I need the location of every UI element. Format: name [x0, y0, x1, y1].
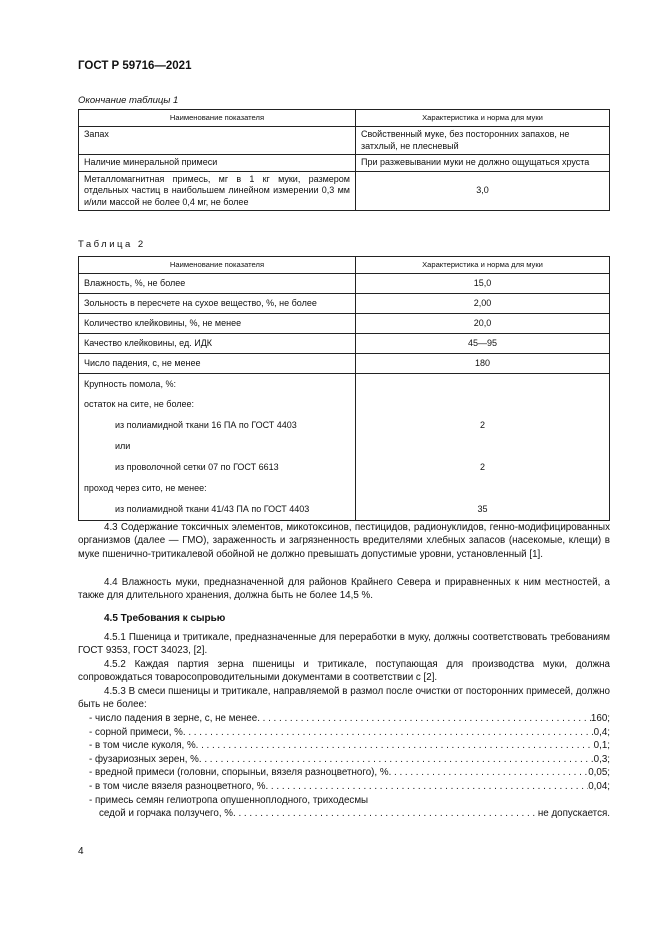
table1-cell-name: Запах [79, 127, 356, 155]
empty-cell [356, 437, 610, 458]
table2-cell-value: 15,0 [356, 274, 610, 294]
table2-cell-value: 20,0 [356, 314, 610, 334]
grind-sieve1: из полиамидной ткани 16 ПА по ГОСТ 4403 [79, 416, 356, 437]
paragraph-4-5-2 [78, 658, 610, 685]
list-item [89, 807, 610, 821]
limit-label: - сорной примеси, % [89, 726, 183, 738]
table-row [79, 458, 610, 479]
table2-cell-name: Количество клейковины, %, не менее [79, 314, 356, 334]
table2-col1-header: Наименование показателя [79, 257, 356, 274]
dot-leader [196, 739, 594, 753]
limit-label: - фузариозных зерен, % [89, 753, 199, 765]
table-row [79, 294, 610, 314]
table1-cell-name: Металломагнитная примесь, мг в 1 кг муки, размером отдельных частиц в наибольшем линейном измерении 0,3 мм и/или массой не более 0,4 мг, не более [79, 171, 356, 211]
limit-label: - вредной примеси (головни, спорыньи, вязеля разноцветного), % [89, 767, 389, 779]
table-row [79, 395, 610, 416]
table2 [78, 256, 610, 521]
table2-cell-value: 45—95 [356, 334, 610, 354]
table2-cell-name: Зольность в пересчете на сухое вещество, %, не более [79, 294, 356, 314]
dot-leader [265, 780, 588, 794]
dot-leader [233, 807, 538, 821]
table-row [79, 437, 610, 458]
table-row [79, 500, 610, 521]
list-item [89, 753, 610, 767]
paragraph-4-5-3-text: 4.5.3 В смеси пшеницы и тритикале, направляемой в размол после очистки от посторонних примесей, должно быть не более: [78, 686, 610, 711]
grind-sieve3: из полиамидной ткани 41/43 ПА по ГОСТ 4403 [79, 500, 356, 521]
list-item [89, 794, 610, 808]
table-row [79, 334, 610, 354]
limit-value: 0,1; [593, 740, 610, 752]
table2-cell-name: Число падения, с, не менее [79, 354, 356, 374]
dot-leader [389, 766, 589, 780]
table-row [79, 274, 610, 294]
paragraph-4-5-1 [78, 631, 610, 658]
grind-pass: проход через сито, не менее: [79, 479, 356, 500]
paragraph-4-4-text: 4.4 Влажность муки, предназначенной для районов Крайнего Севера и приравненных к ним местностей, а также для длительного хранения, должна быть не более 14,5 %. [78, 577, 610, 602]
empty-cell [356, 479, 610, 500]
table1-header-row [79, 110, 610, 127]
limit-label: - в том числе куколя, % [89, 740, 196, 752]
table-row [79, 374, 610, 395]
empty-cell [356, 395, 610, 416]
dot-leader [199, 753, 594, 767]
list-item [89, 726, 610, 740]
limits-list [89, 712, 610, 821]
table-row [79, 171, 610, 211]
dot-leader [183, 726, 594, 740]
list-item [89, 739, 610, 753]
table-row [79, 155, 610, 172]
table1-col1-header: Наименование показателя [79, 110, 356, 127]
table-row [79, 354, 610, 374]
limit-label: седой и горчака ползучего, % [99, 808, 233, 820]
table-row [79, 127, 610, 155]
table-row [79, 314, 610, 334]
limit-value: 160; [590, 713, 610, 724]
table2-header-row [79, 257, 610, 274]
limit-label: - примесь семян гелиотропа опушенноплодного, триходесмы [89, 794, 369, 806]
limit-value: 0,3; [593, 753, 610, 765]
table1-col2-header: Характеристика и норма для муки [356, 110, 610, 127]
list-item [89, 766, 610, 780]
list-item [89, 780, 610, 794]
limit-value: 0,05; [588, 767, 610, 779]
paragraph-4-4 [78, 576, 610, 603]
table2-cell-name: Качество клейковины, ед. ИДК [79, 334, 356, 354]
paragraph-4-5-2-text: 4.5.2 Каждая партия зерна пшеницы и тритикале, поступающая для производства муки, должна сопровождаться товаросопроводительными документами в соответствии с [2]. [78, 659, 610, 684]
page-number: 4 [78, 846, 84, 857]
paragraph-4-5-1-text: 4.5.1 Пшеница и тритикале, предназначенные для переработки в муку, должны соответствовать требованиям ГОСТ 9353, ГОСТ 34023, [2]. [78, 632, 610, 657]
table2-cell-name: Влажность, %, не более [79, 274, 356, 294]
list-item [89, 712, 610, 726]
table1-cell-name: Наличие минеральной примеси [79, 155, 356, 172]
grind-sieve1-value: 2 [356, 416, 610, 437]
empty-cell [356, 374, 610, 395]
table1-cell-value: Свойственный муке, без посторонних запахов, не затхлый, не плесневый [356, 127, 610, 155]
section-heading-4-5: 4.5 Требования к сырью [104, 613, 226, 624]
table1 [78, 109, 610, 211]
dot-leader [257, 712, 591, 726]
paragraph-4-5-3 [78, 685, 610, 712]
limit-label: - в том числе вязеля разноцветного, % [89, 780, 266, 792]
grind-sieve3-value: 35 [356, 500, 610, 521]
table2-cell-value: 2,00 [356, 294, 610, 314]
grind-or: или [79, 437, 356, 458]
table1-cell-value: При разжевывании муки не должно ощущаться хруста [356, 155, 610, 172]
grind-title: Крупность помола, %: [79, 374, 356, 395]
limit-value: не допускается. [537, 808, 610, 820]
limit-value: 0,04; [588, 780, 610, 792]
table2-cell-value: 180 [356, 354, 610, 374]
limit-label: - число падения в зерне, с, не менее [89, 713, 258, 724]
paragraph-4-3 [78, 521, 610, 561]
table-row [79, 479, 610, 500]
grind-residue: остаток на сите, не более: [79, 395, 356, 416]
paragraph-4-3-text: 4.3 Содержание токсичных элементов, микотоксинов, пестицидов, радионуклидов, генно-модифицированных организмов (далее — ГМО), зараженность и загрязненность вредителями хлебных запасов (насекомые, клещи) в муке пшенично-тритикалевой обойной не должно превышать допустимые уровни, установленный [1]. [78, 522, 610, 560]
grind-sieve2: из проволочной сетки 07 по ГОСТ 6613 [79, 458, 356, 479]
table2-caption: Таблица 2 [78, 239, 146, 250]
table1-cell-value: 3,0 [356, 171, 610, 211]
table1-caption: Окончание таблицы 1 [78, 95, 179, 106]
grind-sieve2-value: 2 [356, 458, 610, 479]
table-row [79, 416, 610, 437]
limit-value: 0,4; [593, 726, 610, 738]
document-id-header: ГОСТ Р 59716—2021 [78, 60, 192, 72]
table2-col2-header: Характеристика и норма для муки [356, 257, 610, 274]
